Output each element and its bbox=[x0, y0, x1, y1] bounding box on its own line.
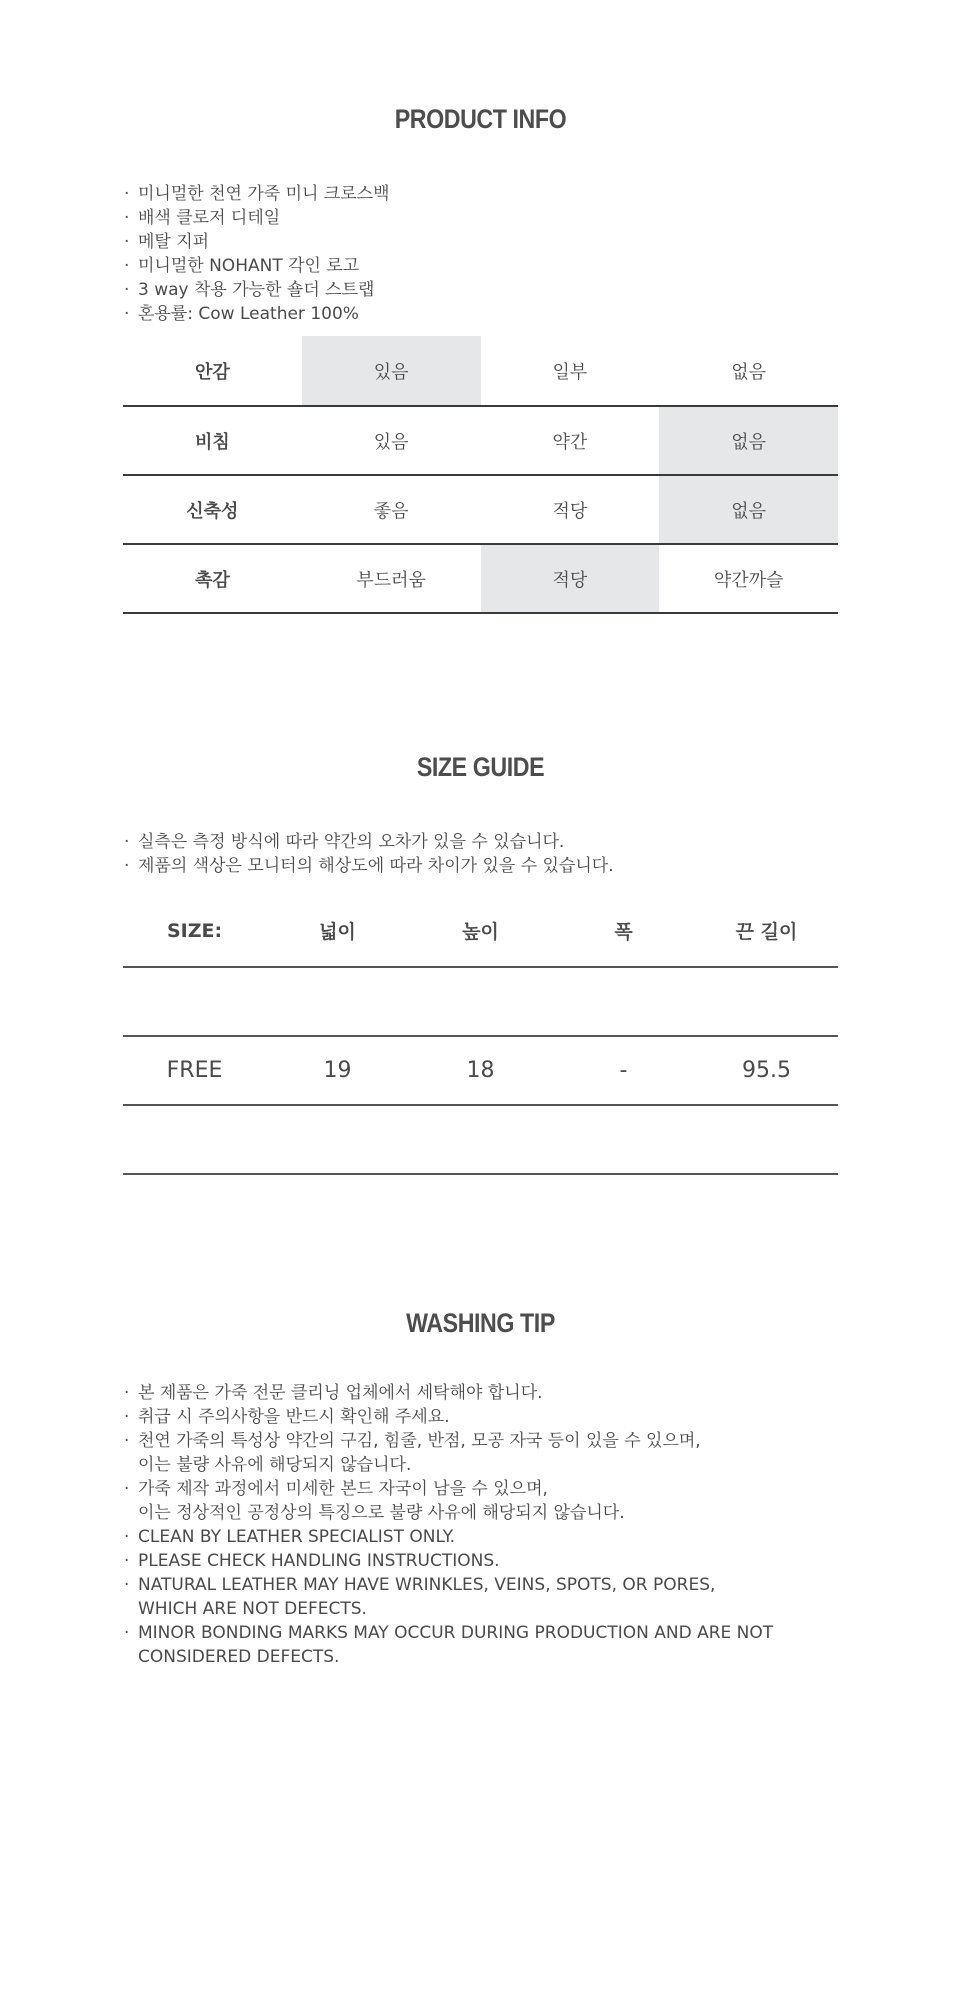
bullet-item: · 3 way 착용 가능한 숄더 스트랩 bbox=[123, 278, 838, 302]
attribute-option-selected: 있음 bbox=[302, 336, 481, 406]
size-table-block bbox=[123, 895, 838, 1175]
attribute-label: 비침 bbox=[123, 406, 302, 475]
attribute-label: 안감 bbox=[123, 336, 302, 406]
bullet-item: · 본 제품은 가죽 전문 클리닝 업체에서 세탁해야 합니다. bbox=[123, 1381, 838, 1405]
product-attribute-table-block bbox=[123, 336, 838, 614]
size-cell bbox=[266, 1105, 409, 1174]
size-guide-bullets-block bbox=[123, 830, 838, 878]
size-table bbox=[123, 895, 838, 1175]
bullet-item: · 혼용률: Cow Leather 100% bbox=[123, 302, 838, 326]
product-info-bullets-block bbox=[123, 182, 838, 326]
attribute-label: 신축성 bbox=[123, 475, 302, 544]
size-cell bbox=[552, 967, 695, 1036]
size-cell: 18 bbox=[409, 1036, 552, 1105]
attribute-option: 없음 bbox=[659, 336, 838, 406]
product-info-section bbox=[123, 104, 838, 135]
size-cell: 95.5 bbox=[695, 1036, 838, 1105]
bullet-item: · CLEAN BY LEATHER SPECIALIST ONLY. bbox=[123, 1525, 838, 1549]
bullet-item: · 가죽 제작 과정에서 미세한 본드 자국이 남을 수 있으며, 이는 정상적인 공정상의 특징으로 불량 사유에 해당되지 않습니다. bbox=[123, 1477, 838, 1525]
bullet-item: · 제품의 색상은 모니터의 해상도에 따라 차이가 있을 수 있습니다. bbox=[123, 854, 838, 878]
washing-tip-bullets bbox=[123, 1381, 838, 1669]
size-cell bbox=[123, 1105, 266, 1174]
size-header-height: 높이 bbox=[409, 895, 552, 967]
attribute-option-selected: 없음 bbox=[659, 475, 838, 544]
attribute-option: 있음 bbox=[302, 406, 481, 475]
attribute-label: 촉감 bbox=[123, 544, 302, 613]
attribute-option: 부드러움 bbox=[302, 544, 481, 613]
size-table-row bbox=[123, 967, 838, 1036]
size-guide-title: SIZE GUIDE bbox=[416, 752, 545, 782]
size-cell bbox=[409, 967, 552, 1036]
bullet-item: · 실측은 측정 방식에 따라 약간의 오차가 있을 수 있습니다. bbox=[123, 830, 838, 854]
size-cell bbox=[409, 1105, 552, 1174]
attribute-option: 일부 bbox=[481, 336, 660, 406]
attribute-row bbox=[123, 336, 838, 406]
product-attribute-table bbox=[123, 336, 838, 614]
size-cell: - bbox=[552, 1036, 695, 1105]
attribute-row bbox=[123, 475, 838, 544]
bullet-item: · 메탈 지퍼 bbox=[123, 230, 838, 254]
size-cell: FREE bbox=[123, 1036, 266, 1105]
size-header-strap-length: 끈 길이 bbox=[695, 895, 838, 967]
size-guide-section bbox=[123, 752, 838, 783]
size-cell bbox=[123, 967, 266, 1036]
bullet-item: · MINOR BONDING MARKS MAY OCCUR DURING PRODUCTION AND ARE NOT CONSIDERED DEFECTS. bbox=[123, 1621, 838, 1669]
product-info-title: PRODUCT INFO bbox=[394, 104, 567, 134]
product-info-bullets bbox=[123, 182, 838, 326]
bullet-item: · 미니멀한 NOHANT 각인 로고 bbox=[123, 254, 838, 278]
attribute-row bbox=[123, 544, 838, 613]
washing-tip-bullets-block bbox=[123, 1381, 838, 1669]
size-cell bbox=[552, 1105, 695, 1174]
attribute-option: 좋음 bbox=[302, 475, 481, 544]
bullet-item: · PLEASE CHECK HANDLING INSTRUCTIONS. bbox=[123, 1549, 838, 1573]
bullet-item: · 배색 클로저 디테일 bbox=[123, 206, 838, 230]
size-guide-bullets bbox=[123, 830, 838, 878]
attribute-option-selected: 적당 bbox=[481, 544, 660, 613]
size-header-size: SIZE: bbox=[123, 895, 266, 967]
size-header-depth: 폭 bbox=[552, 895, 695, 967]
bullet-item: · 취급 시 주의사항을 반드시 확인해 주세요. bbox=[123, 1405, 838, 1429]
washing-tip-section bbox=[123, 1308, 838, 1339]
bullet-item: · NATURAL LEATHER MAY HAVE WRINKLES, VEINS, SPOTS, OR PORES, WHICH ARE NOT DEFECTS. bbox=[123, 1573, 838, 1621]
size-cell bbox=[266, 967, 409, 1036]
size-table-row bbox=[123, 1105, 838, 1174]
bullet-item: · 천연 가죽의 특성상 약간의 구김, 힘줄, 반점, 모공 자국 등이 있을 수 있으며, 이는 불량 사유에 해당되지 않습니다. bbox=[123, 1429, 838, 1477]
size-header-width: 넓이 bbox=[266, 895, 409, 967]
attribute-option-selected: 없음 bbox=[659, 406, 838, 475]
bullet-item: · 미니멀한 천연 가죽 미니 크로스백 bbox=[123, 182, 838, 206]
size-cell bbox=[695, 1105, 838, 1174]
washing-tip-title: WASHING TIP bbox=[406, 1308, 555, 1338]
attribute-option: 적당 bbox=[481, 475, 660, 544]
attribute-option: 약간까슬 bbox=[659, 544, 838, 613]
attribute-row bbox=[123, 406, 838, 475]
size-cell: 19 bbox=[266, 1036, 409, 1105]
attribute-option: 약간 bbox=[481, 406, 660, 475]
size-table-row bbox=[123, 1036, 838, 1105]
size-table-header-row bbox=[123, 895, 838, 967]
size-cell bbox=[695, 967, 838, 1036]
